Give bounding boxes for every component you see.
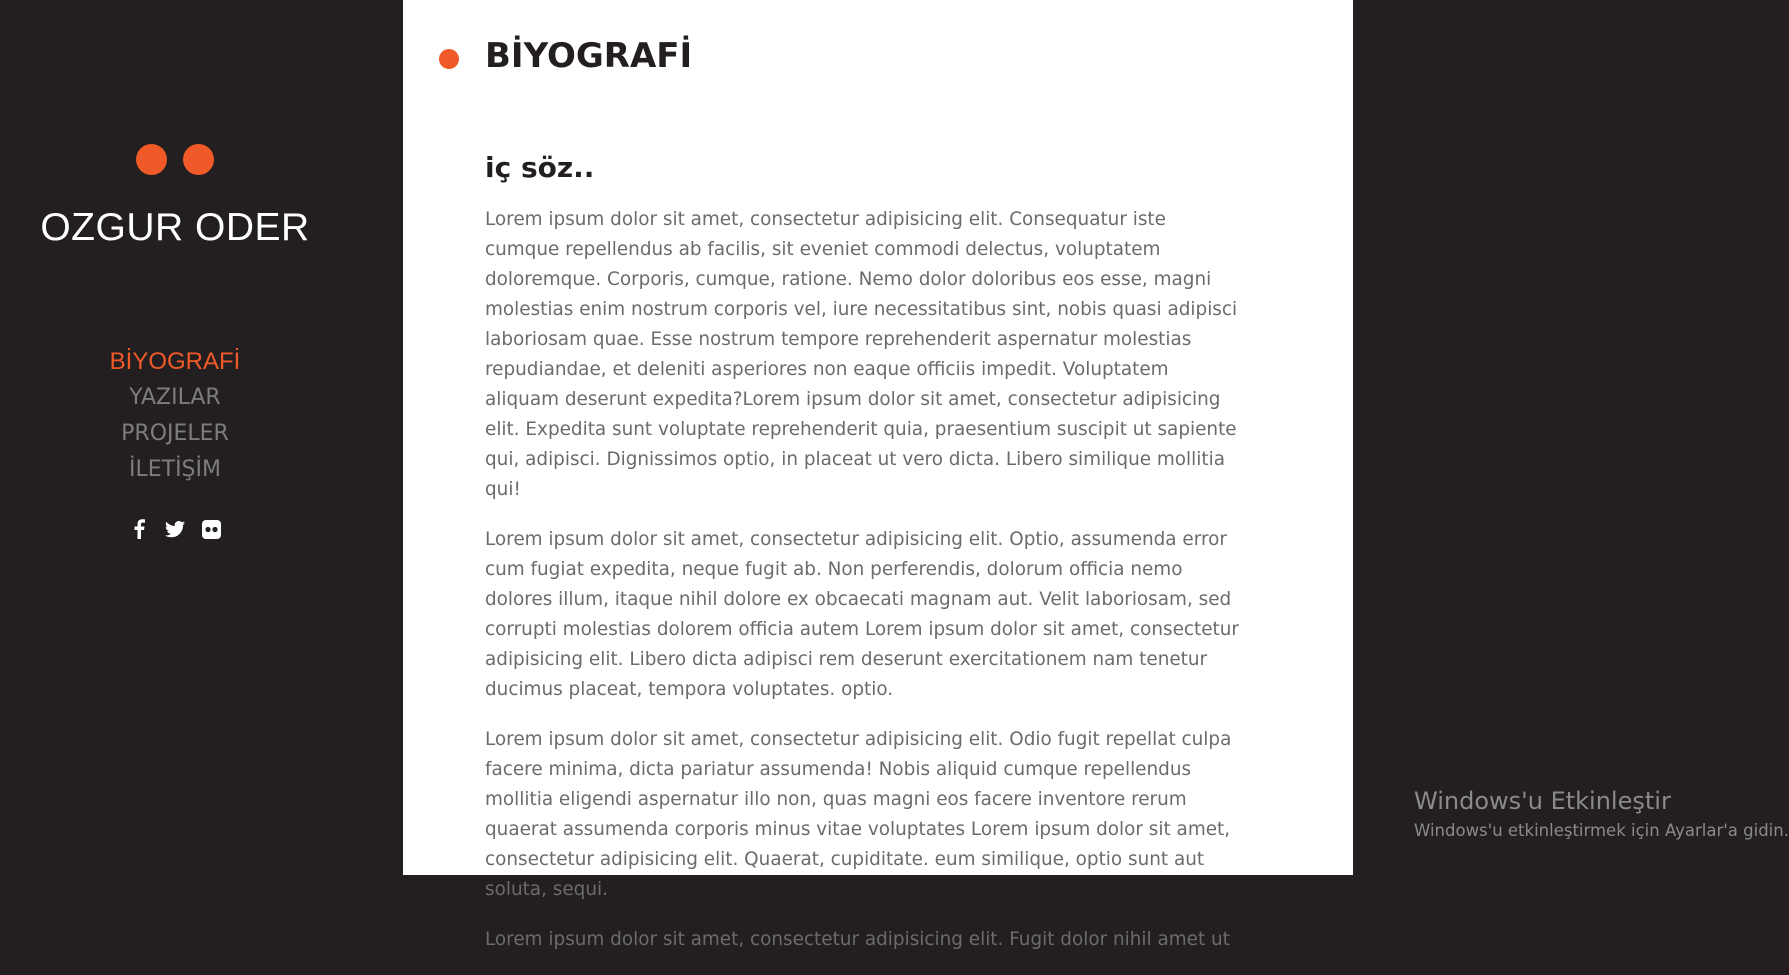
nav-item-projeler[interactable]: PROJELER	[121, 421, 229, 446]
logo-dot-left	[136, 144, 167, 175]
section-title: BİYOGRAFİ	[485, 36, 693, 76]
watermark-title: Windows'u Etkinleştir	[1414, 787, 1671, 815]
right-background	[1353, 0, 1765, 875]
biography-text	[485, 205, 1245, 975]
site-name[interactable]: OZGUR ODER	[40, 206, 310, 249]
flickr-icon[interactable]	[200, 518, 222, 540]
paragraph-3: Lorem ipsum dolor sit amet, consectetur adipisicing elit. Odio fugit repellat culpa facere minima, dicta pariatur assumenda! Nobis aliquid cumque repellendus mollitia eligendi aspernatur illo non, quas magni eos facere inventore rerum quaerat assumenda corporis minus vitae voluptates Lorem ipsum dolor sit amet, consectetur adipisicing elit. Quaerat, cupiditate. eum similique, optio sunt aut soluta, sequi.	[485, 729, 1232, 900]
main-content	[403, 0, 1353, 950]
windows-activation-watermark	[1414, 784, 1789, 844]
sidebar	[0, 0, 403, 875]
watermark-subtitle: Windows'u etkinleştirmek için Ayarlar'a gidin.	[1414, 821, 1789, 840]
twitter-icon[interactable]	[164, 518, 186, 540]
social-links	[0, 518, 350, 540]
paragraph-1: Lorem ipsum dolor sit amet, consectetur adipisicing elit. Consequatur iste cumque repellendus ab facilis, sit eveniet commodi delectus, voluptatem doloremque. Corporis, cumque, ratione. Nemo dolor doloribus eos esse, magni molestias enim nostrum corporis vel, iure necessitatibus sint, nobis quasi adipisci laboriosam quae. Esse nostrum tempore reprehenderit aspernatur molestias repudiandae, et deleniti asperiores non eaque officiis impedit. Voluptatem aliquam deserunt expedita?Lorem ipsum dolor sit amet, consectetur adipisicing elit. Expedita sunt voluptate reprehenderit quia, praesentium suscipit ut sapiente qui, adipisci. Dignissimos optio, in placeat ut vero dicta. Libero similique mollitia qui!	[485, 209, 1238, 500]
main-nav	[0, 344, 350, 488]
nav-item-iletisim[interactable]: İLETİŞİM	[128, 457, 221, 482]
logo[interactable]	[0, 144, 350, 175]
facebook-icon[interactable]	[128, 518, 150, 540]
nav-item-biyografi[interactable]: BİYOGRAFİ	[109, 348, 241, 375]
subtitle: iç söz..	[485, 151, 595, 185]
section-bullet	[439, 49, 459, 69]
section-header	[439, 36, 692, 76]
paragraph-4: Lorem ipsum dolor sit amet, consectetur adipisicing elit. Fugit dolor nihil amet ut	[485, 929, 1230, 950]
paragraph-2: Lorem ipsum dolor sit amet, consectetur adipisicing elit. Optio, assumenda error cum fugiat expedita, neque fugit ab. Non perferendis, dolorum officia nemo dolores illum, itaque nihil dolore ex obcaecati magnam aut. Velit laboriosam, sed corrupti molestias dolorem officia autem Lorem ipsum dolor sit amet, consectetur adipisicing elit. Libero dicta adipisci rem deserunt exercitationem nam tenetur ducimus placeat, tempora voluptates. optio.	[485, 529, 1239, 700]
nav-item-yazilar[interactable]: YAZILAR	[129, 385, 221, 410]
logo-dot-right	[183, 144, 214, 175]
